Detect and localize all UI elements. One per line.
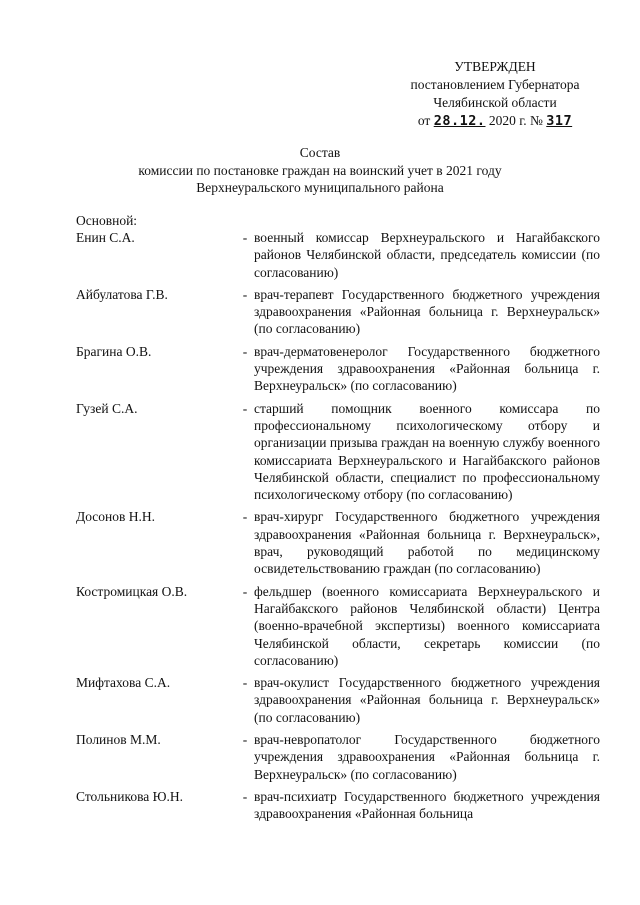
member-dash: - <box>242 675 248 691</box>
section-label: Основной: <box>76 213 138 228</box>
member-dash: - <box>242 732 248 748</box>
member-dash: - <box>242 788 248 804</box>
member-position: фельдшер (военного комиссариата Верхнеуральского и Нагайбакского районов Челябинской области) Центра (военно-врачебной экспертизы) военного комиссариата Челябинской области, секретарь комиссии (по согласованию) <box>254 583 600 668</box>
member-dash: - <box>242 509 248 525</box>
date-prefix: от <box>417 113 431 128</box>
title-line-3: Верхнеуральского муниципального района <box>196 180 444 195</box>
member-name: Енин С.А. <box>76 230 135 245</box>
member-row <box>76 343 600 395</box>
member-name: Айбулатова Г.В. <box>76 286 168 302</box>
member-position: старший помощник военного комиссара по профессиональному психологическому отбору и организации призыва граждан на военную службу военного комиссариата Верхнеуральского и Нагайбакского районов Челябинской области, специалист по профессиональному психологическому отбору (по согласованию) <box>254 400 600 503</box>
member-position: врач-окулист Государственного бюджетного учреждения здравоохранения «Районная больница г. Верхнеуральск» (по согласованию) <box>254 675 600 725</box>
member-row <box>76 400 600 504</box>
member-position: военный комиссар Верхнеуральского и Нагайбакского районов Челябинской области, председатель комиссии (по согласованию) <box>254 230 600 280</box>
title-line-2: комиссии по постановке граждан на воинский учет в 2021 году <box>138 162 502 178</box>
approval-heading: УТВЕРЖДЕН <box>454 59 536 74</box>
member-row <box>76 508 600 577</box>
handwritten-number: 317 <box>546 113 573 129</box>
member-row <box>76 583 600 669</box>
approval-region: Челябинской области <box>433 95 557 110</box>
member-name: Стольникова Ю.Н. <box>76 788 184 804</box>
document-title <box>60 144 580 197</box>
member-dash: - <box>242 400 248 416</box>
member-name: Мифтахова С.А. <box>76 675 171 691</box>
member-name: Костромицкая О.В. <box>76 583 188 599</box>
handwritten-date: 28.12. <box>433 113 486 129</box>
member-dash: - <box>242 230 248 245</box>
member-position: врач-психиатр Государственного бюджетного учреждения здравоохранения «Районная больница <box>254 788 600 822</box>
member-list <box>76 229 600 828</box>
approval-authority: постановлением Губернатора <box>410 77 580 92</box>
member-dash: - <box>242 583 248 599</box>
title-line-1: Состав <box>299 145 341 160</box>
member-dash: - <box>242 343 248 359</box>
member-position: врач-дерматовенеролог Государственного бюджетного учреждения здравоохранения «Районная больница г. Верхнеуральск» (по согласованию) <box>254 343 600 394</box>
member-name: Досонов Н.Н. <box>76 509 156 525</box>
approval-stamp <box>380 58 610 130</box>
member-name: Брагина О.В. <box>76 343 152 359</box>
date-year: 2020 г. № <box>488 113 543 128</box>
member-row <box>76 229 600 281</box>
member-row <box>76 731 600 783</box>
member-row <box>76 674 600 726</box>
member-position: врач-невропатолог Государственного бюджетного учреждения здравоохранения «Районная больница г. Верхнеуральск» (по согласованию) <box>254 732 600 782</box>
member-position: врач-терапевт Государственного бюджетного учреждения здравоохранения «Районная больница г. Верхнеуральск» (по согласованию) <box>254 286 600 337</box>
member-row <box>76 286 600 338</box>
approval-date-line <box>380 112 610 130</box>
member-position: врач-хирург Государственного бюджетного учреждения здравоохранения «Районная больница г. Верхнеуральск», врач, руководящий работой по медицинскому освидетельствованию граждан (по согласованию) <box>254 509 600 577</box>
member-name: Полинов М.М. <box>76 732 161 748</box>
member-dash: - <box>242 286 248 302</box>
member-row <box>76 788 600 823</box>
member-name: Гузей С.А. <box>76 400 138 416</box>
